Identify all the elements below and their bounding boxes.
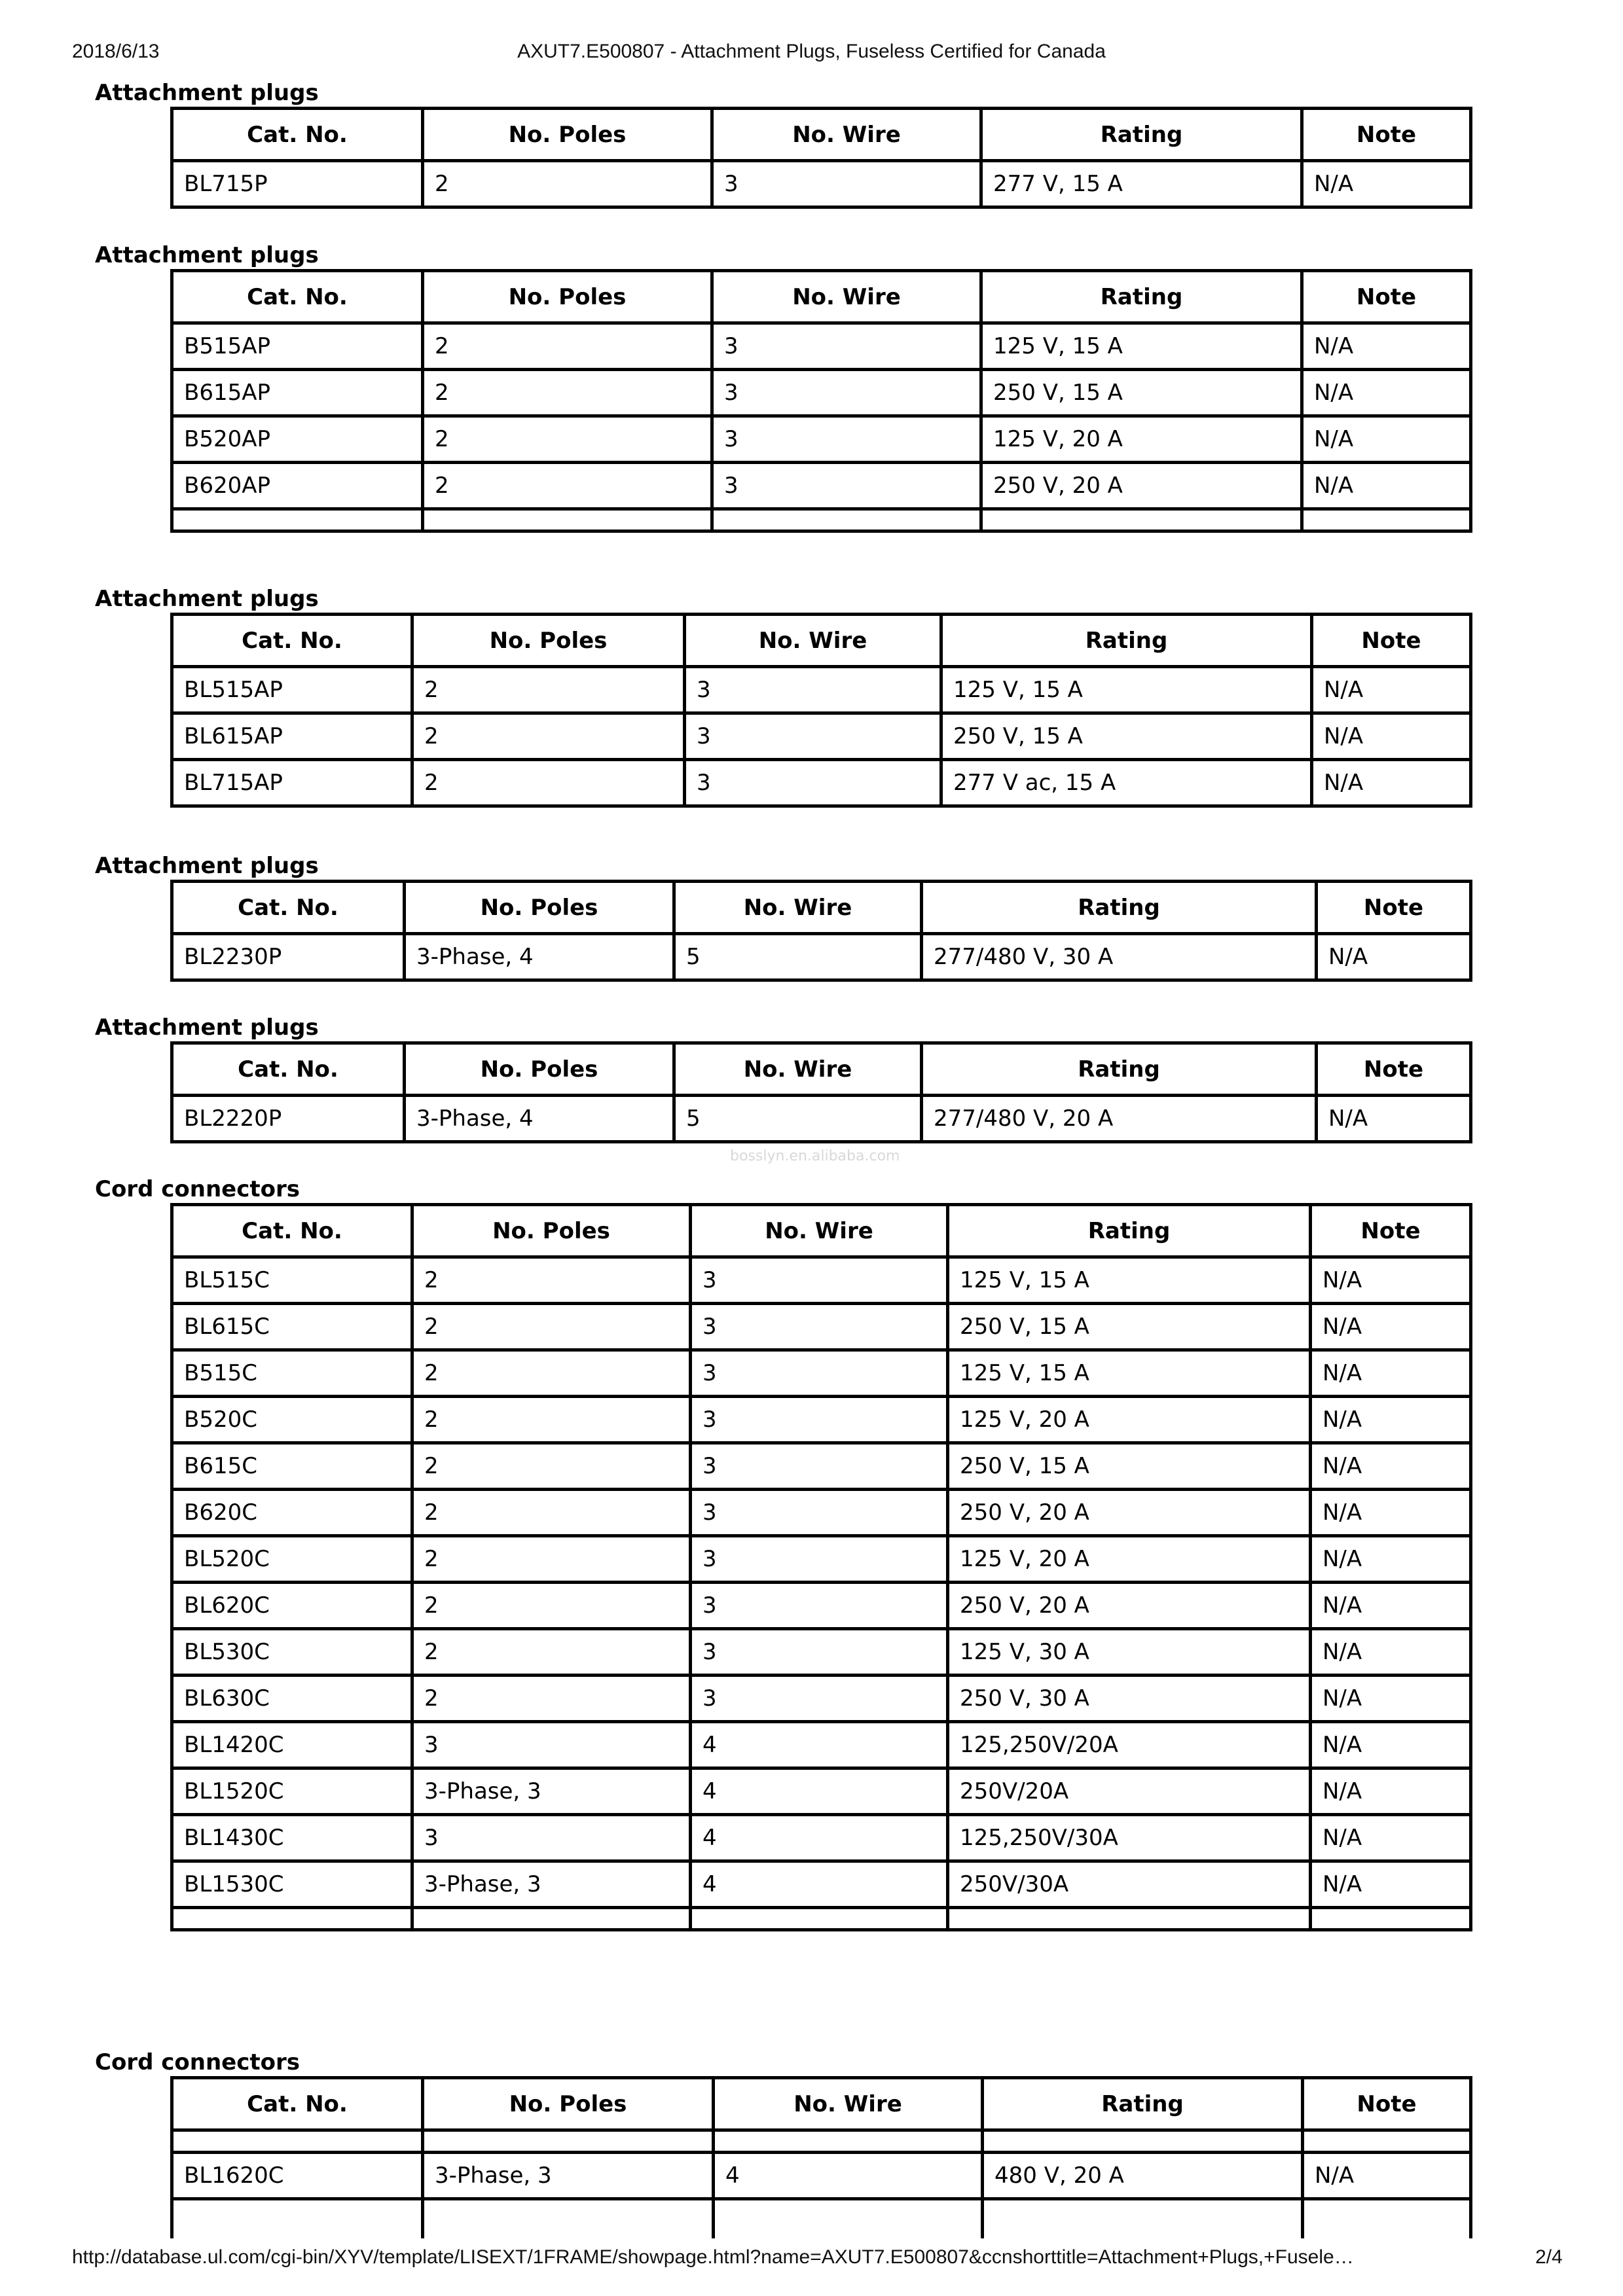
col-header-note: Note (1317, 882, 1471, 934)
cell-note: N/A (1302, 463, 1471, 509)
col-header-cat-no: Cat. No. (172, 615, 412, 667)
cell-rating: 125 V, 15 A (948, 1257, 1311, 1304)
cell-cat-no: BL620C (172, 1583, 412, 1629)
cell-no-wire: 3 (691, 1536, 948, 1583)
col-header-no-wire: No. Wire (712, 109, 981, 161)
section-title: Attachment plugs (95, 242, 319, 268)
cell-rating: 125 V, 30 A (948, 1629, 1311, 1676)
cell-cat-no: BL520C (172, 1536, 412, 1583)
table-row (172, 1676, 1471, 1722)
cell-no-wire: 3 (691, 1304, 948, 1350)
cell-no-poles: 3-Phase, 3 (412, 1768, 691, 1815)
cell-no-poles: 2 (412, 1629, 691, 1676)
cell-rating: 277/480 V, 20 A (922, 1096, 1317, 1142)
cell-note: N/A (1311, 1676, 1471, 1722)
table-row (172, 161, 1471, 207)
section-title: Attachment plugs (95, 1014, 319, 1041)
table-header-row (172, 615, 1471, 667)
col-header-rating: Rating (922, 1043, 1317, 1096)
col-header-no-wire: No. Wire (674, 1043, 922, 1096)
document-title: AXUT7.E500807 - Attachment Plugs, Fuseless Certified for Canada (517, 41, 1106, 62)
cell-no-wire: 3 (685, 667, 941, 713)
table-header-row (172, 109, 1471, 161)
cell-rating: 480 V, 20 A (983, 2153, 1303, 2199)
footer-url: http://database.ul.com/cgi-bin/XYV/template/LISEXT/1FRAME/showpage.html?name=AXUT7.E500807&ccnshorttitle=Attachment+Plugs,+Fusele… (72, 2246, 1354, 2268)
cell-rating: 277/480 V, 30 A (922, 934, 1317, 980)
table-row (172, 760, 1471, 806)
cell-cat-no: B515AP (172, 323, 423, 370)
cell-note: N/A (1311, 1397, 1471, 1443)
cell-no-poles: 3-Phase, 4 (405, 934, 674, 980)
table-row (172, 2153, 1471, 2199)
col-header-no-wire: No. Wire (674, 882, 922, 934)
table-row (172, 1815, 1471, 1861)
col-header-no-poles: No. Poles (412, 1205, 691, 1257)
cell-no-wire: 3 (691, 1257, 948, 1304)
table-row (172, 1350, 1471, 1397)
col-header-no-poles: No. Poles (423, 2078, 714, 2130)
cell-no-wire: 3 (685, 713, 941, 760)
col-header-note: Note (1303, 2078, 1471, 2130)
col-header-note: Note (1311, 1205, 1471, 1257)
col-header-rating: Rating (948, 1205, 1311, 1257)
col-header-cat-no: Cat. No. (172, 882, 405, 934)
table-row (172, 1397, 1471, 1443)
cell-no-poles: 2 (412, 1443, 691, 1490)
cell-cat-no: B620AP (172, 463, 423, 509)
cell-no-poles: 3-Phase, 4 (405, 1096, 674, 1142)
table-row (172, 1257, 1471, 1304)
col-header-no-poles: No. Poles (405, 882, 674, 934)
cell-no-poles: 2 (412, 1397, 691, 1443)
cell-no-poles: 2 (412, 1304, 691, 1350)
cell-rating: 250 V, 20 A (981, 463, 1302, 509)
cell-rating: 125 V, 20 A (948, 1536, 1311, 1583)
cell-no-poles: 3-Phase, 3 (423, 2153, 714, 2199)
listing-table (170, 1203, 1472, 1931)
cell-no-poles: 3 (412, 1815, 691, 1861)
table-header-row (172, 2078, 1471, 2130)
table-row (172, 1443, 1471, 1490)
listing-table (170, 269, 1472, 533)
cell-no-wire: 3 (691, 1676, 948, 1722)
cell-rating: 125 V, 20 A (948, 1397, 1311, 1443)
cell-cat-no: B520C (172, 1397, 412, 1443)
table-row (172, 463, 1471, 509)
cell-no-poles: 2 (412, 1257, 691, 1304)
cell-rating: 250 V, 15 A (948, 1304, 1311, 1350)
table-row (172, 934, 1471, 980)
col-header-cat-no: Cat. No. (172, 271, 423, 323)
cell-no-poles: 2 (423, 323, 712, 370)
cell-rating: 277 V ac, 15 A (941, 760, 1312, 806)
cell-rating: 125 V, 15 A (981, 323, 1302, 370)
cell-note: N/A (1317, 1096, 1471, 1142)
cell-note: N/A (1311, 1490, 1471, 1536)
cell-cat-no: BL1530C (172, 1861, 412, 1908)
cell-rating: 125,250V/30A (948, 1815, 1311, 1861)
col-header-rating: Rating (922, 882, 1317, 934)
cell-cat-no: BL615C (172, 1304, 412, 1350)
table-header-row (172, 1205, 1471, 1257)
cell-no-wire: 3 (712, 463, 981, 509)
cell-no-wire: 3 (691, 1443, 948, 1490)
cell-note: N/A (1302, 161, 1471, 207)
cell-note: N/A (1311, 1443, 1471, 1490)
col-header-rating: Rating (983, 2078, 1303, 2130)
section-title: Cord connectors (95, 2049, 301, 2075)
col-header-note: Note (1312, 615, 1471, 667)
cell-no-poles: 2 (412, 1350, 691, 1397)
cell-no-wire: 4 (691, 1722, 948, 1768)
empty-row (172, 2130, 1471, 2153)
cell-no-wire: 3 (691, 1583, 948, 1629)
cell-no-poles: 2 (412, 760, 685, 806)
cell-note: N/A (1311, 1861, 1471, 1908)
cell-cat-no: BL1520C (172, 1768, 412, 1815)
col-header-rating: Rating (981, 271, 1302, 323)
cell-no-wire: 3 (712, 161, 981, 207)
cell-no-poles: 2 (412, 1676, 691, 1722)
section-title: Attachment plugs (95, 80, 319, 106)
cell-no-poles: 2 (412, 713, 685, 760)
cell-no-poles: 3-Phase, 3 (412, 1861, 691, 1908)
cell-cat-no: BL2230P (172, 934, 405, 980)
table-row (172, 667, 1471, 713)
col-header-cat-no: Cat. No. (172, 1043, 405, 1096)
table-row (172, 323, 1471, 370)
cell-rating: 277 V, 15 A (981, 161, 1302, 207)
cell-no-wire: 3 (691, 1490, 948, 1536)
cell-rating: 250 V, 20 A (948, 1583, 1311, 1629)
table-row (172, 1629, 1471, 1676)
col-header-note: Note (1317, 1043, 1471, 1096)
cell-cat-no: BL715P (172, 161, 423, 207)
cell-no-poles: 2 (423, 370, 712, 416)
table-header-row (172, 882, 1471, 934)
cell-note: N/A (1311, 1815, 1471, 1861)
cell-cat-no: BL2220P (172, 1096, 405, 1142)
cell-cat-no: B515C (172, 1350, 412, 1397)
table-row (172, 1304, 1471, 1350)
cell-cat-no: BL530C (172, 1629, 412, 1676)
col-header-no-wire: No. Wire (714, 2078, 983, 2130)
col-header-cat-no: Cat. No. (172, 2078, 423, 2130)
cell-rating: 250 V, 15 A (981, 370, 1302, 416)
cell-no-wire: 3 (691, 1629, 948, 1676)
cell-no-poles: 3 (412, 1722, 691, 1768)
table-row (172, 713, 1471, 760)
cell-cat-no: B520AP (172, 416, 423, 463)
cell-note: N/A (1302, 323, 1471, 370)
cell-cat-no: BL1430C (172, 1815, 412, 1861)
col-header-no-poles: No. Poles (423, 109, 712, 161)
cell-rating: 125,250V/20A (948, 1722, 1311, 1768)
table-row (172, 370, 1471, 416)
cell-cat-no: BL715AP (172, 760, 412, 806)
cell-cat-no: B620C (172, 1490, 412, 1536)
cell-rating: 250 V, 15 A (948, 1443, 1311, 1490)
col-header-cat-no: Cat. No. (172, 1205, 412, 1257)
col-header-rating: Rating (981, 109, 1302, 161)
cell-note: N/A (1311, 1722, 1471, 1768)
cell-cat-no: BL515AP (172, 667, 412, 713)
cell-no-wire: 5 (674, 1096, 922, 1142)
empty-row (172, 1908, 1471, 1930)
table-row (172, 416, 1471, 463)
cell-rating: 125 V, 15 A (948, 1350, 1311, 1397)
table-row (172, 1583, 1471, 1629)
col-header-note: Note (1302, 271, 1471, 323)
table-header-row (172, 271, 1471, 323)
table-row (172, 1722, 1471, 1768)
cell-no-poles: 2 (412, 1490, 691, 1536)
cell-no-wire: 3 (712, 416, 981, 463)
table-header-row (172, 1043, 1471, 1096)
empty-row (172, 509, 1471, 531)
col-header-no-poles: No. Poles (423, 271, 712, 323)
cell-note: N/A (1311, 1536, 1471, 1583)
cell-rating: 125 V, 20 A (981, 416, 1302, 463)
cell-no-poles: 2 (412, 667, 685, 713)
cell-note: N/A (1311, 1768, 1471, 1815)
cell-note: N/A (1311, 1304, 1471, 1350)
cell-note: N/A (1311, 1583, 1471, 1629)
cell-cat-no: BL1420C (172, 1722, 412, 1768)
cell-note: N/A (1302, 416, 1471, 463)
cell-rating: 250 V, 15 A (941, 713, 1312, 760)
col-header-no-wire: No. Wire (691, 1205, 948, 1257)
cell-rating: 125 V, 15 A (941, 667, 1312, 713)
cell-note: N/A (1312, 667, 1471, 713)
cell-no-wire: 3 (691, 1397, 948, 1443)
cell-note: N/A (1311, 1629, 1471, 1676)
cell-no-wire: 3 (712, 323, 981, 370)
cell-no-poles: 2 (412, 1583, 691, 1629)
print-date: 2018/6/13 (72, 41, 160, 62)
cell-rating: 250 V, 30 A (948, 1676, 1311, 1722)
cell-no-wire: 3 (712, 370, 981, 416)
cell-no-wire: 3 (691, 1350, 948, 1397)
cell-cat-no: BL615AP (172, 713, 412, 760)
cell-cat-no: B615AP (172, 370, 423, 416)
listing-table (170, 613, 1472, 808)
page-number: 2/4 (1535, 2246, 1563, 2268)
cell-no-wire: 4 (691, 1815, 948, 1861)
section-title: Attachment plugs (95, 853, 319, 879)
empty-row (172, 2199, 1471, 2238)
cell-no-wire: 4 (691, 1768, 948, 1815)
cell-no-wire: 5 (674, 934, 922, 980)
cell-note: N/A (1312, 713, 1471, 760)
listing-table (170, 880, 1472, 982)
cell-note: N/A (1317, 934, 1471, 980)
cell-cat-no: BL630C (172, 1676, 412, 1722)
col-header-no-poles: No. Poles (405, 1043, 674, 1096)
cell-rating: 250V/30A (948, 1861, 1311, 1908)
cell-cat-no: B615C (172, 1443, 412, 1490)
cell-rating: 250 V, 20 A (948, 1490, 1311, 1536)
col-header-rating: Rating (941, 615, 1312, 667)
cell-cat-no: BL515C (172, 1257, 412, 1304)
table-row (172, 1861, 1471, 1908)
cell-rating: 250V/20A (948, 1768, 1311, 1815)
col-header-cat-no: Cat. No. (172, 109, 423, 161)
table-row (172, 1768, 1471, 1815)
cell-no-poles: 2 (423, 161, 712, 207)
cell-note: N/A (1303, 2153, 1471, 2199)
cell-no-wire: 4 (714, 2153, 983, 2199)
col-header-note: Note (1302, 109, 1471, 161)
cell-note: N/A (1311, 1257, 1471, 1304)
section-title: Cord connectors (95, 1176, 301, 1202)
watermark: bosslyn.en.alibaba.com (730, 1148, 900, 1164)
table-row (172, 1536, 1471, 1583)
col-header-no-wire: No. Wire (685, 615, 941, 667)
cell-no-wire: 4 (691, 1861, 948, 1908)
cell-no-wire: 3 (685, 760, 941, 806)
col-header-no-wire: No. Wire (712, 271, 981, 323)
cell-no-poles: 2 (423, 416, 712, 463)
cell-note: N/A (1302, 370, 1471, 416)
table-row (172, 1096, 1471, 1142)
listing-table (170, 1041, 1472, 1143)
cell-cat-no: BL1620C (172, 2153, 423, 2199)
cell-note: N/A (1312, 760, 1471, 806)
cell-note: N/A (1311, 1350, 1471, 1397)
listing-table (170, 2076, 1472, 2238)
table-row (172, 1490, 1471, 1536)
section-title: Attachment plugs (95, 586, 319, 612)
cell-no-poles: 2 (423, 463, 712, 509)
cell-no-poles: 2 (412, 1536, 691, 1583)
listing-table (170, 107, 1472, 209)
col-header-no-poles: No. Poles (412, 615, 685, 667)
